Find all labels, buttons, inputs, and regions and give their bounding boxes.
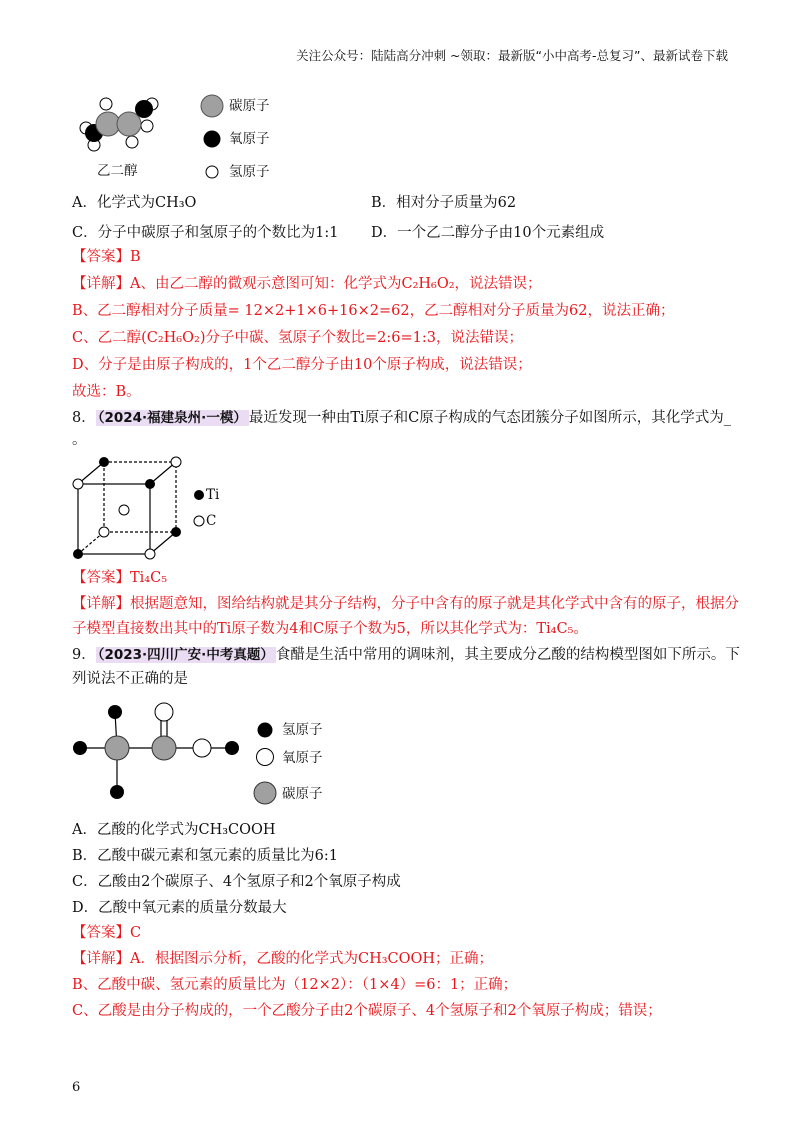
- question-9-stem: [72, 645, 740, 665]
- question-text-end: 。: [72, 432, 87, 448]
- answer-value: C: [130, 925, 142, 941]
- detail-label: 【详解】: [72, 951, 130, 967]
- detail-line: 根据题意知，图给结构就是其分子结构，分子中含有的原子就是其化学式中含有的原子，根据分: [130, 596, 739, 612]
- answer-label: 【答案】: [72, 249, 130, 265]
- c-atom: [171, 457, 181, 467]
- carbon-atom: [152, 736, 176, 760]
- hydrogen-atom: [100, 98, 112, 110]
- answer-value: Ti₄C₅: [130, 570, 168, 586]
- hydrogen-atom: [126, 136, 138, 148]
- question-number: 8．: [72, 410, 96, 426]
- detail-line: D、分子是由原子构成的，1个乙二醇分子由10个原子构成，说法错误；: [72, 357, 532, 373]
- legend-oxygen-label: 氧原子: [282, 750, 323, 766]
- figure-caption: 乙二醇: [97, 163, 138, 179]
- answer-row: [72, 247, 141, 267]
- legend-oxygen-swatch: [203, 130, 221, 148]
- ti-c-cluster-model: [74, 458, 184, 558]
- detail-row: [72, 274, 542, 294]
- option-d: D．一个乙二醇分子由10个元素组成: [371, 225, 605, 241]
- question-text: 最近发现一种由Ti原子和C原子构成的气态团簇分子如图所示，其化学式为_: [248, 410, 731, 426]
- detail-row: [72, 594, 739, 614]
- legend-carbon-label: 碳原子: [229, 98, 270, 114]
- hydrogen-atom: [108, 705, 122, 719]
- legend-c-swatch: [193, 515, 205, 527]
- legend-carbon-label: 碳原子: [282, 786, 323, 802]
- detail-line: A、由乙二醇的微观示意图可知：化学式为C₂H₆O₂，说法错误；: [130, 276, 542, 292]
- carbon-atom: [105, 736, 129, 760]
- detail-line: 故选：B。: [72, 384, 141, 400]
- acetic-acid-model: [72, 700, 247, 800]
- answer-value: B: [130, 249, 141, 265]
- legend-hydrogen-label: 氢原子: [282, 722, 323, 738]
- hydrogen-atom: [225, 741, 239, 755]
- legend-oxygen-swatch: [256, 748, 274, 766]
- detail-line: B、乙酸中碳、氢元素的质量比为（12×2）：（1×4）=6：1；正确；: [72, 977, 518, 993]
- ti-atom: [171, 527, 181, 537]
- detail-line: 子模型直接数出其中的Ti原子数为4和C原子个数为5，所以其化学式为：Ti₄C₅。: [72, 621, 588, 637]
- option-c: C．分子中碳原子和氢原子的个数比为1:1: [72, 225, 339, 241]
- legend-hydrogen-swatch: [205, 165, 219, 179]
- option-b: B．乙酸中碳元素和氢元素的质量比为6:1: [72, 848, 338, 864]
- option-c: C．乙酸由2个碳原子、4个氢原子和2个氧原子构成: [72, 874, 401, 890]
- detail-label: 【详解】: [72, 276, 130, 292]
- legend-c-label: C: [206, 513, 217, 529]
- carbon-atom: [117, 112, 141, 136]
- ethylene-glycol-model: [72, 92, 202, 152]
- oxygen-atom: [155, 703, 173, 721]
- ti-atom: [99, 457, 109, 467]
- page-header: 关注公众号：陆陆高分冲刺 ~领取：最新版“小中高考-总复习”、最新试卷下载: [296, 48, 728, 63]
- detail-line: A．根据图示分析，乙酸的化学式为CH₃COOH；正确；: [130, 951, 494, 967]
- legend-carbon-swatch: [253, 781, 277, 805]
- legend-hydrogen-label: 氢原子: [229, 164, 270, 180]
- detail-line: C、乙酸是由分子构成的，一个乙酸分子由2个碳原子、4个氢原子和2个氧原子构成；错误；: [72, 1003, 662, 1019]
- hydrogen-atom: [73, 741, 87, 755]
- detail-line: B、乙二醇相对分子质量= 12×2+1×6+16×2=62，乙二醇相对分子质量为62，说法正确；: [72, 303, 675, 319]
- option-a: A．乙酸的化学式为CH₃COOH: [72, 822, 276, 838]
- oxygen-atom: [193, 739, 211, 757]
- page-number: 6: [72, 1080, 81, 1095]
- detail-line: C、乙二醇(C₂H₆O₂)分子中碳、氢原子个数比=2:6=1:3，说法错误；: [72, 330, 523, 346]
- detail-label: 【详解】: [72, 596, 130, 612]
- ti-atom: [73, 549, 83, 559]
- c-atom: [145, 549, 155, 559]
- legend-oxygen-label: 氧原子: [229, 131, 270, 147]
- legend-hydrogen-swatch: [257, 722, 273, 738]
- legend-carbon-swatch: [200, 94, 224, 118]
- answer-label: 【答案】: [72, 925, 130, 941]
- c-atom: [119, 505, 129, 515]
- carbon-atom: [96, 112, 120, 136]
- hydrogen-atom: [141, 120, 153, 132]
- question-text: 食醋是生活中常用的调味剂，其主要成分乙酸的结构模型图如下所示。下: [275, 647, 740, 663]
- option-b: B．相对分子质量为62: [371, 195, 517, 211]
- detail-row: [72, 949, 493, 969]
- legend-ti-swatch: [193, 489, 205, 501]
- option-a: A．化学式为CH₃O: [72, 195, 197, 211]
- source-tag: （2024·福建泉州·一模）: [97, 410, 247, 426]
- option-d: D．乙酸中氧元素的质量分数最大: [72, 900, 287, 916]
- answer-label: 【答案】: [72, 570, 130, 586]
- question-number: 9．: [72, 647, 96, 663]
- legend-ti-label: Ti: [206, 487, 220, 503]
- c-atom: [73, 479, 83, 489]
- question-8-stem: [72, 408, 731, 428]
- question-text-line2: 列说法不正确的是: [72, 671, 188, 687]
- hydrogen-atom: [110, 785, 124, 799]
- c-atom: [99, 527, 109, 537]
- ti-atom: [145, 479, 155, 489]
- answer-row: [72, 923, 141, 943]
- answer-row: [72, 568, 167, 588]
- source-tag: （2023·四川广安·中考真题）: [97, 647, 274, 663]
